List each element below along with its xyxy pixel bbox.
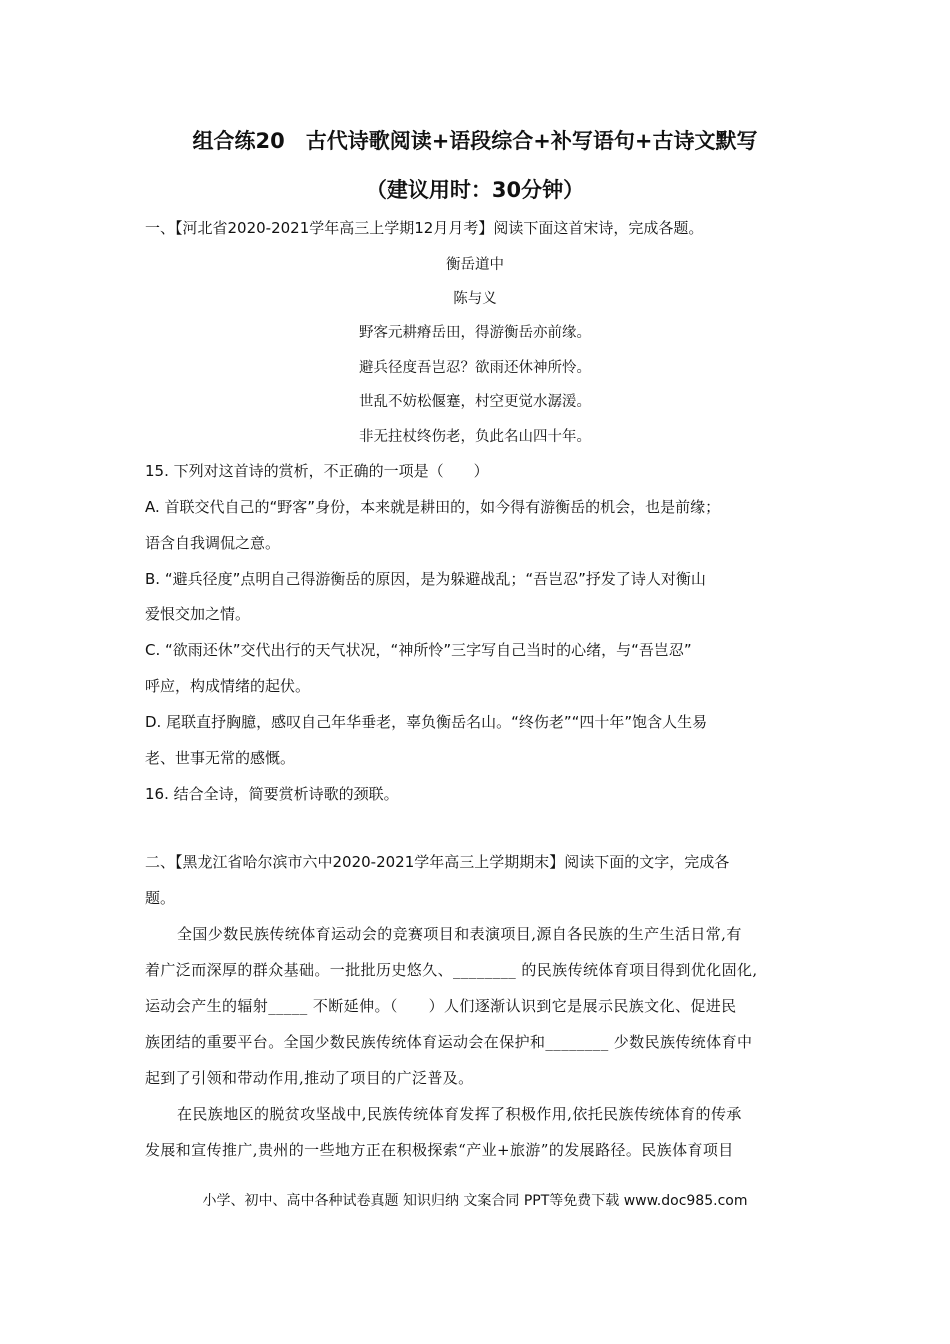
passage-line: 在民族地区的脱贫攻坚战中,民族传统体育发挥了积极作用,依托民族传统体育的传承	[177, 1105, 742, 1123]
poem-line: 野客元耕瘠岳田，得游衡岳亦前缘。	[359, 325, 591, 341]
section-2-intro-cont: 题。	[145, 889, 176, 907]
poem-line: 避兵径度吾岂忍？欲雨还休神所怜。	[359, 360, 591, 376]
question-15-option-d-cont: 老、世事无常的感慨。	[145, 749, 296, 767]
poem-line: 非无拄杖终伤老，负此名山四十年。	[359, 429, 591, 445]
passage-line: 族团结的重要平台。全国少数民族传统体育运动会在保护和________ 少数民族传统体育中	[145, 1033, 753, 1051]
poem-title: 衡岳道中	[446, 257, 504, 273]
section-2-intro: 二、【黑龙江省哈尔滨市六中2020-2021学年高三上学期期末】阅读下面的文字，完成各	[145, 853, 730, 871]
question-15-option-a: A. 首联交代自己的“野客”身份，本来就是耕田的，如今得有游衡岳的机会，也是前缘；	[145, 498, 721, 516]
passage-line: 运动会产生的辐射_____ 不断延伸。（ ）人们逐渐认识到它是展示民族文化、促进民	[145, 997, 737, 1015]
passage-line: 全国少数民族传统体育运动会的竞赛项目和表演项目,源自各民族的生产生活日常,有	[177, 925, 742, 943]
question-16-stem: 16. 结合全诗，简要赏析诗歌的颈联。	[145, 785, 399, 803]
poem-author: 陈与义	[453, 291, 497, 307]
passage-line: 起到了引领和带动作用,推动了项目的广泛普及。	[145, 1069, 474, 1087]
question-15-option-d: D. 尾联直抒胸臆，感叹自己年华垂老，辜负衡岳名山。“终伤老”“四十年”饱含人生易	[145, 713, 708, 731]
page-footer: 小学、初中、高中各种试卷真题 知识归纳 文案合同 PPT等免费下载 www.doc985.com	[202, 1193, 748, 1209]
question-15-option-a-cont: 语含自我调侃之意。	[145, 534, 281, 552]
question-15-option-b-cont: 爱恨交加之情。	[145, 605, 251, 623]
section-1-intro: 一、【河北省2020-2021学年高三上学期12月月考】阅读下面这首宋诗，完成各题。	[145, 219, 704, 237]
passage-line: 着广泛而深厚的群众基础。一批批历史悠久、________ 的民族传统体育项目得到优化固化,	[145, 961, 758, 979]
page-title: 组合练20 古代诗歌阅读+语段综合+补写语句+古诗文默写	[192, 129, 758, 153]
question-15-stem: 15. 下列对这首诗的赏析，不正确的一项是（ ）	[145, 462, 489, 480]
poem-line: 世乱不妨松偃蹇，村空更觉水潺湲。	[359, 394, 591, 410]
passage-line: 发展和宣传推广,贵州的一些地方正在积极探索“产业+旅游”的发展路径。民族体育项目	[145, 1141, 734, 1159]
question-15-option-b: B. “避兵径度”点明自己得游衡岳的原因，是为躲避战乱；“吾岂忍”抒发了诗人对衡山	[145, 570, 706, 588]
question-15-option-c: C. “欲雨还休”交代出行的天气状况，“神所怜”三字写自己当时的心绪，与“吾岂忍”	[145, 641, 692, 659]
question-15-option-c-cont: 呼应，构成情绪的起伏。	[145, 677, 311, 695]
page-subtitle: （建议用时：30分钟）	[365, 178, 585, 202]
